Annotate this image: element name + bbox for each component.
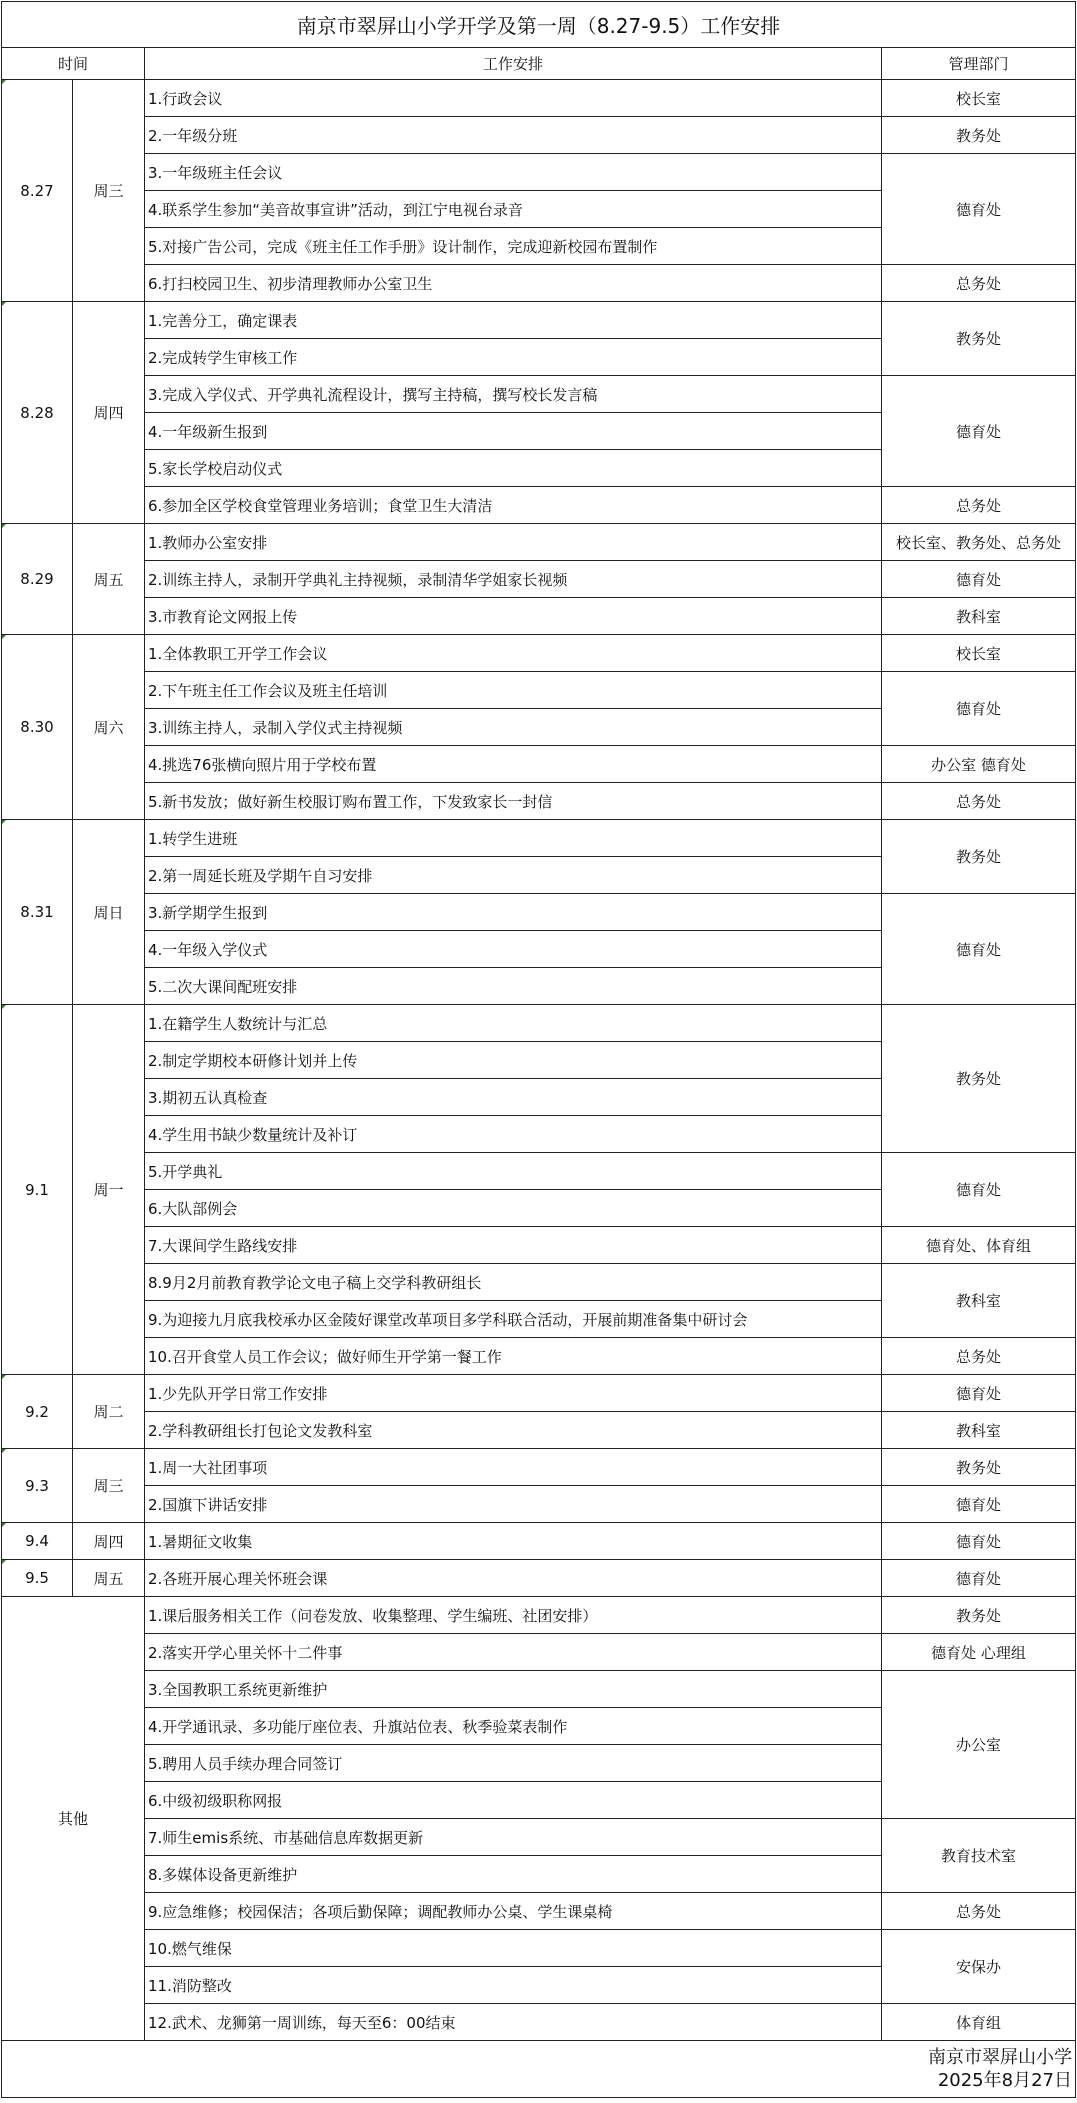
header-work: 工作安排 (145, 48, 882, 80)
task-cell: 6.打扫校园卫生、初步清理教师办公室卫生 (145, 265, 882, 302)
dept-cell: 教务处 (882, 117, 1076, 154)
table-row (2, 894, 1076, 931)
task-cell: 10.召开食堂人员工作会议；做好师生开学第一餐工作 (145, 1338, 882, 1375)
task-cell: 5.开学典礼 (145, 1153, 882, 1190)
date-cell: 8.30 (2, 635, 73, 820)
task-cell: 2.第一周延长班及学期午自习安排 (145, 857, 882, 894)
table-row (2, 1486, 1076, 1523)
table-row (2, 117, 1076, 154)
table-row (2, 783, 1076, 820)
task-cell: 4.一年级入学仪式 (145, 931, 882, 968)
table-row (2, 80, 1076, 117)
date-cell: 9.5 (2, 1560, 73, 1597)
dept-cell: 体育组 (882, 2004, 1076, 2041)
task-cell: 5.二次大课间配班安排 (145, 968, 882, 1005)
table-row (2, 302, 1076, 339)
table-row (2, 1819, 1076, 1856)
date-cell: 9.1 (2, 1005, 73, 1375)
date-cell: 8.27 (2, 80, 73, 302)
task-cell: 3.全国教职工系统更新维护 (145, 1671, 882, 1708)
dept-cell: 教育技术室 (882, 1819, 1076, 1893)
task-cell: 10.燃气维保 (145, 1930, 882, 1967)
task-cell: 1.完善分工，确定课表 (145, 302, 882, 339)
table-row (2, 376, 1076, 413)
task-cell: 9.为迎接九月底我校承办区金陵好课堂改革项目多学科联合活动，开展前期准备集中研讨会 (145, 1301, 882, 1338)
weekday-cell: 周五 (73, 1560, 145, 1597)
task-cell: 1.课后服务相关工作（问卷发放、收集整理、学生编班、社团安排） (145, 1597, 882, 1634)
dept-cell: 德育处 (882, 1375, 1076, 1412)
weekday-cell: 周三 (73, 1449, 145, 1523)
dept-cell: 德育处 (882, 1486, 1076, 1523)
task-cell: 2.一年级分班 (145, 117, 882, 154)
date-cell: 9.3 (2, 1449, 73, 1523)
table-row (2, 1597, 1076, 1634)
task-cell: 4.开学通讯录、多功能厅座位表、升旗站位表、秋季验菜表制作 (145, 1708, 882, 1745)
table-row (2, 1523, 1076, 1560)
task-cell: 3.完成入学仪式、开学典礼流程设计，撰写主持稿，撰写校长发言稿 (145, 376, 882, 413)
table-row (2, 1671, 1076, 1708)
header-row (2, 48, 1076, 80)
task-cell: 2.学科教研组长打包论文发教科室 (145, 1412, 882, 1449)
dept-cell: 德育处 (882, 561, 1076, 598)
footer-cell (2, 2041, 1076, 2098)
table-row (2, 1893, 1076, 1930)
dept-cell: 德育处 (882, 1153, 1076, 1227)
footer-school: 南京市翠屏山小学 (928, 2046, 1072, 2068)
header-dept: 管理部门 (882, 48, 1076, 80)
table-row (2, 635, 1076, 672)
table-row (2, 1264, 1076, 1301)
task-cell: 1.在籍学生人数统计与汇总 (145, 1005, 882, 1042)
dept-cell: 教科室 (882, 598, 1076, 635)
table-row (2, 524, 1076, 561)
dept-cell: 安保办 (882, 1930, 1076, 2004)
task-cell: 4.一年级新生报到 (145, 413, 882, 450)
task-cell: 8.多媒体设备更新维护 (145, 1856, 882, 1893)
dept-cell: 德育处 (882, 154, 1076, 265)
title-row (2, 2, 1076, 48)
weekday-cell: 周一 (73, 1005, 145, 1375)
date-cell: 9.2 (2, 1375, 73, 1449)
table-row (2, 820, 1076, 857)
schedule-table (1, 1, 1076, 2098)
dept-cell: 教务处 (882, 820, 1076, 894)
task-cell: 1.教师办公室安排 (145, 524, 882, 561)
task-cell: 2.各班开展心理关怀班会课 (145, 1560, 882, 1597)
weekday-cell: 周四 (73, 1523, 145, 1560)
dept-cell: 办公室 (882, 1671, 1076, 1819)
dept-cell: 德育处 心理组 (882, 1634, 1076, 1671)
weekday-cell: 周二 (73, 1375, 145, 1449)
page-title: 南京市翠屏山小学开学及第一周（8.27-9.5）工作安排 (2, 2, 1076, 48)
task-cell: 3.期初五认真检查 (145, 1079, 882, 1116)
table-row (2, 1560, 1076, 1597)
dept-cell: 德育处 (882, 894, 1076, 1005)
dept-cell: 德育处、体育组 (882, 1227, 1076, 1264)
table-row (2, 598, 1076, 635)
task-cell: 5.聘用人员手续办理合同签订 (145, 1745, 882, 1782)
dept-cell: 总务处 (882, 1893, 1076, 1930)
task-cell: 1.行政会议 (145, 80, 882, 117)
dept-cell: 教科室 (882, 1264, 1076, 1338)
task-cell: 1.暑期征文收集 (145, 1523, 882, 1560)
table-row (2, 1412, 1076, 1449)
table-row (2, 1930, 1076, 1967)
table-row (2, 1449, 1076, 1486)
dept-cell: 德育处 (882, 376, 1076, 487)
task-cell: 6.中级初级职称网报 (145, 1782, 882, 1819)
dept-cell: 教务处 (882, 1449, 1076, 1486)
task-cell: 5.家长学校启动仪式 (145, 450, 882, 487)
dept-cell: 校长室 (882, 80, 1076, 117)
dept-cell: 教科室 (882, 1412, 1076, 1449)
weekday-cell: 周四 (73, 302, 145, 524)
dept-cell: 校长室、教务处、总务处 (882, 524, 1076, 561)
table-row (2, 154, 1076, 191)
task-cell: 11.消防整改 (145, 1967, 882, 2004)
other-label-cell: 其他 (2, 1597, 145, 2041)
dept-cell: 总务处 (882, 1338, 1076, 1375)
task-cell: 4.挑选76张横向照片用于学校布置 (145, 746, 882, 783)
task-cell: 12.武术、龙狮第一周训练，每天至6：00结束 (145, 2004, 882, 2041)
table-row (2, 746, 1076, 783)
weekday-cell: 周三 (73, 80, 145, 302)
task-cell: 2.训练主持人，录制开学典礼主持视频，录制清华学姐家长视频 (145, 561, 882, 598)
table-row (2, 487, 1076, 524)
task-cell: 3.一年级班主任会议 (145, 154, 882, 191)
table-row (2, 1634, 1076, 1671)
task-cell: 1.全体教职工开学工作会议 (145, 635, 882, 672)
table-row (2, 1375, 1076, 1412)
date-cell: 8.31 (2, 820, 73, 1005)
dept-cell: 德育处 (882, 1560, 1076, 1597)
table-row (2, 1005, 1076, 1042)
task-cell: 6.大队部例会 (145, 1190, 882, 1227)
weekday-cell: 周五 (73, 524, 145, 635)
dept-cell: 总务处 (882, 783, 1076, 820)
task-cell: 1.少先队开学日常工作安排 (145, 1375, 882, 1412)
dept-cell: 校长室 (882, 635, 1076, 672)
table-row (2, 1227, 1076, 1264)
date-cell: 8.28 (2, 302, 73, 524)
footer-date: 2025年8月27日 (937, 2070, 1072, 2091)
task-cell: 3.训练主持人，录制入学仪式主持视频 (145, 709, 882, 746)
dept-cell: 总务处 (882, 487, 1076, 524)
dept-cell: 德育处 (882, 1523, 1076, 1560)
task-cell: 5.新书发放；做好新生校服订购布置工作，下发致家长一封信 (145, 783, 882, 820)
task-cell: 6.参加全区学校食堂管理业务培训；食堂卫生大清洁 (145, 487, 882, 524)
task-cell: 8.9月2月前教育教学论文电子稿上交学科教研组长 (145, 1264, 882, 1301)
task-cell: 1.周一大社团事项 (145, 1449, 882, 1486)
task-cell: 4.学生用书缺少数量统计及补订 (145, 1116, 882, 1153)
task-cell: 7.大课间学生路线安排 (145, 1227, 882, 1264)
task-cell: 2.制定学期校本研修计划并上传 (145, 1042, 882, 1079)
task-cell: 2.下午班主任工作会议及班主任培训 (145, 672, 882, 709)
table-row (2, 1338, 1076, 1375)
table-row (2, 265, 1076, 302)
table-row (2, 2004, 1076, 2041)
table-row (2, 1153, 1076, 1190)
weekday-cell: 周六 (73, 635, 145, 820)
footer-row (2, 2041, 1076, 2098)
task-cell: 1.转学生进班 (145, 820, 882, 857)
task-cell: 7.师生emis系统、市基础信息库数据更新 (145, 1819, 882, 1856)
header-time: 时间 (2, 48, 145, 80)
date-cell: 8.29 (2, 524, 73, 635)
task-cell: 3.新学期学生报到 (145, 894, 882, 931)
dept-cell: 办公室 德育处 (882, 746, 1076, 783)
task-cell: 2.落实开学心里关怀十二件事 (145, 1634, 882, 1671)
weekday-cell: 周日 (73, 820, 145, 1005)
dept-cell: 教务处 (882, 302, 1076, 376)
task-cell: 5.对接广告公司，完成《班主任工作手册》设计制作，完成迎新校园布置制作 (145, 228, 882, 265)
task-cell: 2.国旗下讲话安排 (145, 1486, 882, 1523)
dept-cell: 教务处 (882, 1597, 1076, 1634)
task-cell: 9.应急维修；校园保洁；各项后勤保障；调配教师办公桌、学生课桌椅 (145, 1893, 882, 1930)
date-cell: 9.4 (2, 1523, 73, 1560)
table-row (2, 672, 1076, 709)
dept-cell: 教务处 (882, 1005, 1076, 1153)
dept-cell: 总务处 (882, 265, 1076, 302)
task-cell: 3.市教育论文网报上传 (145, 598, 882, 635)
task-cell: 2.完成转学生审核工作 (145, 339, 882, 376)
task-cell: 4.联系学生参加“美音故事宣讲”活动，到江宁电视台录音 (145, 191, 882, 228)
dept-cell: 德育处 (882, 672, 1076, 746)
table-row (2, 561, 1076, 598)
